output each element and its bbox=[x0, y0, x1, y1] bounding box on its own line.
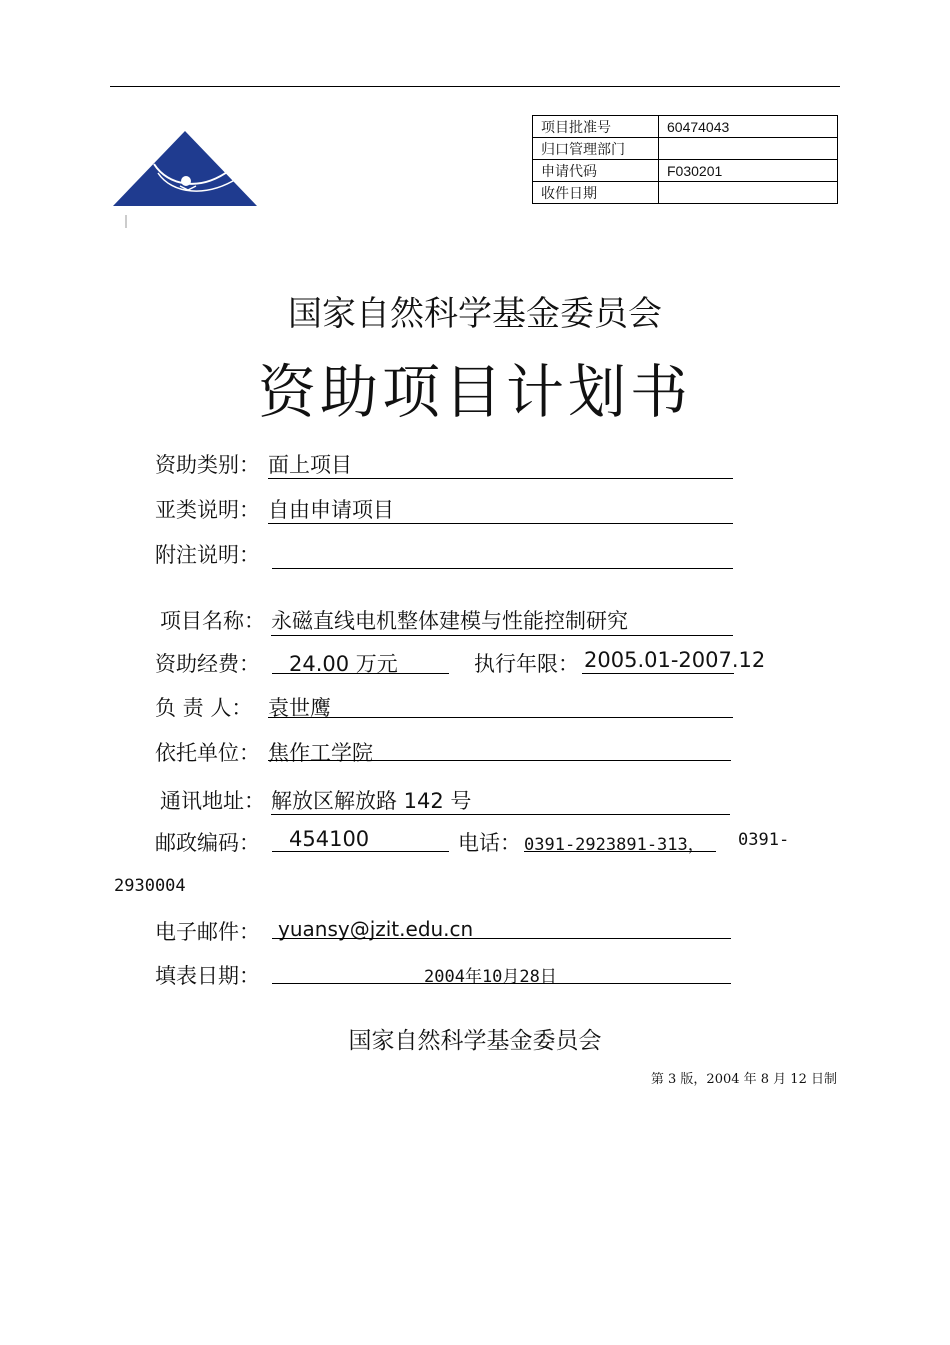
note-label: 附注说明： bbox=[155, 543, 260, 567]
top-rule bbox=[110, 86, 840, 87]
leader-label: 负 责 人： bbox=[155, 696, 253, 720]
footer-org: 国家自然科学基金委员会 bbox=[348, 1028, 602, 1054]
org-title: 国家自然科学基金委员会 bbox=[288, 294, 662, 334]
funding-value: 24.00 万元 bbox=[289, 652, 398, 676]
address-underline bbox=[271, 814, 730, 815]
info-label: 申请代码 bbox=[533, 160, 659, 182]
email-underline bbox=[272, 938, 731, 939]
category-underline bbox=[268, 478, 733, 479]
subcategory-label: 亚类说明： bbox=[155, 498, 260, 522]
period-underline bbox=[582, 673, 734, 674]
funding-underline bbox=[272, 673, 449, 674]
postcode-underline bbox=[272, 851, 449, 852]
institution-value: 焦作工学院 bbox=[268, 741, 373, 765]
leader-underline bbox=[268, 717, 733, 718]
info-label: 归口管理部门 bbox=[533, 138, 659, 160]
document-title: 资助项目计划书 bbox=[257, 358, 692, 426]
date-underline bbox=[272, 983, 731, 984]
institution-underline bbox=[268, 760, 731, 761]
leader-value: 袁世鹰 bbox=[268, 696, 331, 720]
table-row bbox=[533, 116, 838, 138]
subcategory-underline bbox=[268, 523, 733, 524]
edition-note: 第 3 版，2004 年 8 月 12 日制 bbox=[650, 1072, 837, 1087]
category-value: 面上项目 bbox=[268, 453, 352, 477]
info-value bbox=[659, 138, 838, 160]
note-underline bbox=[272, 568, 733, 569]
info-value bbox=[659, 182, 838, 204]
date-value: 2004年10月28日 bbox=[424, 967, 557, 987]
phone-underline bbox=[524, 851, 716, 852]
postcode-value: 454100 bbox=[289, 827, 370, 851]
nsfc-logo bbox=[110, 128, 260, 228]
date-label: 填表日期： bbox=[155, 964, 260, 988]
info-label: 项目批准号 bbox=[533, 116, 659, 138]
category-label: 资助类别： bbox=[155, 453, 260, 477]
table-row bbox=[533, 138, 838, 160]
phone-value-2: 0391- bbox=[738, 830, 790, 850]
phone-value-1: 0391-2923891-313， bbox=[524, 835, 705, 855]
funding-label: 资助经费： bbox=[155, 652, 260, 676]
project-name-value: 永磁直线电机整体建模与性能控制研究 bbox=[271, 609, 628, 633]
email-value: yuansy@jzit.edu.cn bbox=[278, 917, 474, 941]
table-row bbox=[533, 182, 838, 204]
phone-label: 电话： bbox=[458, 831, 521, 855]
info-value: F030201 bbox=[659, 160, 838, 182]
postcode-label: 邮政编码： bbox=[155, 831, 260, 855]
phone-value-continued: 2930004 bbox=[114, 876, 186, 896]
address-label: 通讯地址： bbox=[160, 789, 265, 813]
info-table bbox=[532, 115, 838, 204]
subcategory-value: 自由申请项目 bbox=[268, 498, 394, 522]
address-value: 解放区解放路 142 号 bbox=[271, 789, 472, 813]
period-label: 执行年限： bbox=[474, 652, 579, 676]
info-label: 收件日期 bbox=[533, 182, 659, 204]
project-name-underline bbox=[271, 635, 733, 636]
email-label: 电子邮件： bbox=[155, 920, 260, 944]
period-value: 2005.01-2007.12 bbox=[584, 648, 766, 672]
institution-label: 依托单位： bbox=[155, 741, 260, 765]
info-value: 60474043 bbox=[659, 116, 838, 138]
project-name-label: 项目名称： bbox=[160, 609, 265, 633]
table-row bbox=[533, 160, 838, 182]
